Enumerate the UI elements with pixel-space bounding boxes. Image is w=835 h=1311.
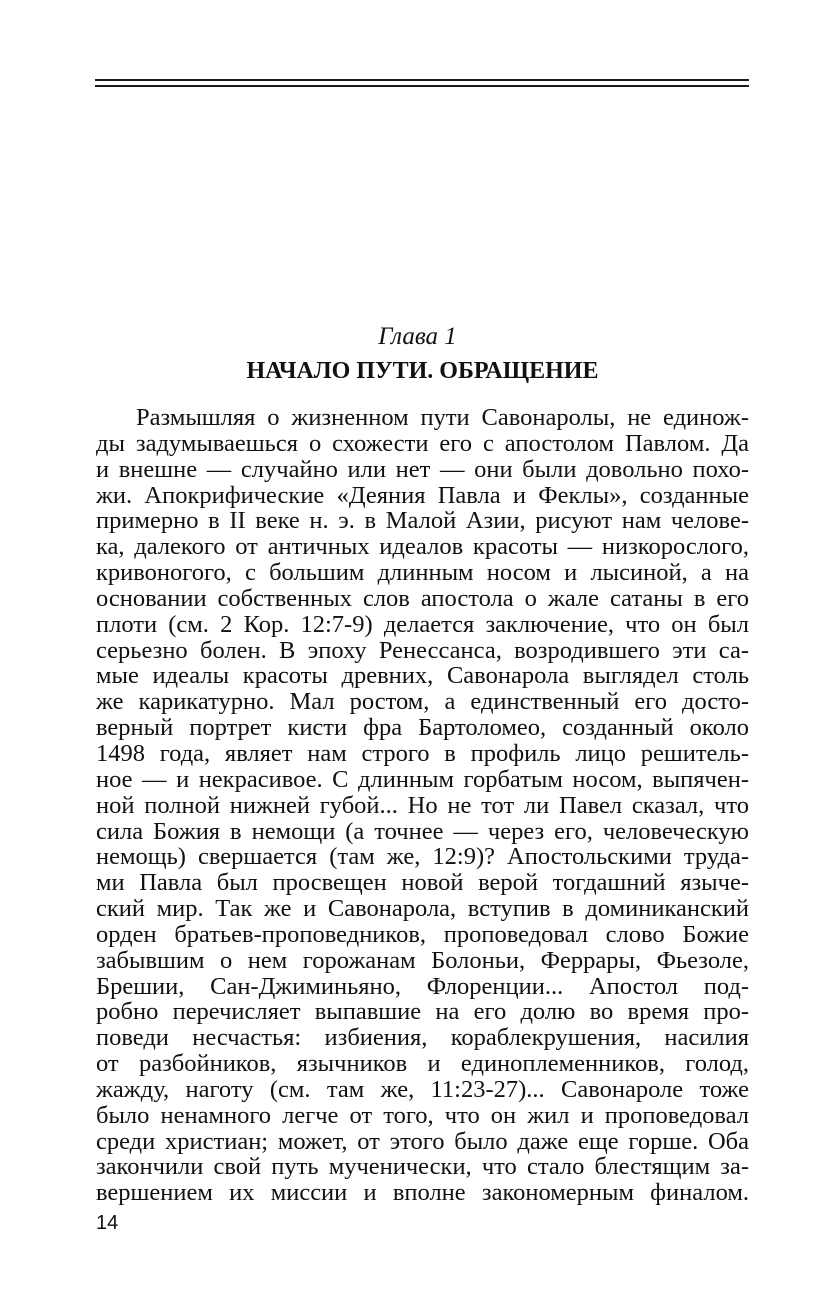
text-line: Брешии, Сан-Джиминьяно, Флоренции... Апостол под- [96,972,749,1000]
text-line: жи. Апокрифические «Деяния Павла и Феклы», созданные [96,481,749,509]
text-line: ное — и некрасивое. С длинным горбатым носом, выпячен- [96,765,749,793]
text-line: робно перечисляет выпавшие на его долю во время про- [96,998,749,1026]
text-line: примерно в II веке н. э. в Малой Азии, рисуют нам челове- [96,507,749,535]
text-line: же карикатурно. Мал ростом, а единственный его досто- [96,688,749,716]
text-line: ды задумываешься о схожести его с апостолом Павлом. Да [96,429,749,457]
text-line: сила Божия в немощи (а точнее — через его, человеческую [96,817,749,845]
text-line: ной полной нижней губой... Но не тот ли Павел сказал, что [96,791,749,819]
text-line: верный портрет кисти фра Бартоломео, созданный около [96,714,749,742]
text-line: вершением их миссии и вполне закономерным финалом. [96,1179,749,1207]
chapter-title: НАЧАЛО ПУТИ. ОБРАЩЕНИЕ [246,358,599,384]
text-line: серьезно болен. В эпоху Ренессанса, возродившего эти са- [96,636,749,664]
text-line: было ненамного легче от того, что он жил и проповедовал [96,1101,749,1129]
text-line: основании собственных слов апостола о жале сатаны в его [96,584,749,612]
text-line: и внешне — случайно или нет — они были довольно похо- [96,455,749,483]
page-number: 14 [96,1212,119,1234]
text-line: поведи несчастья: избиения, кораблекрушения, насилия [96,1024,749,1052]
chapter-label: Глава 1 [378,323,457,350]
text-line: жажду, наготу (см. там же, 11:23-27)... Савонароле тоже [96,1075,749,1103]
text-line: немощь) свершается (там же, 12:9)? Апостольскими труда- [96,843,749,871]
text-line: забывшим о нем горожанам Болоньи, Феррары, Фьезоле, [96,946,749,974]
text-line: кривоногого, с большим длинным носом и лысиной, а на [96,559,749,587]
text-line: ка, далекого от античных идеалов красоты — низкорослого, [96,533,749,561]
text-line: орден братьев-проповедников, проповедовал слово Божие [96,920,749,948]
text-line: ский мир. Так же и Савонарола, вступив в доминиканский [96,895,749,923]
body-paragraph [96,405,749,1206]
header-rule-top [95,79,749,81]
text-line: закончили свой путь мученически, что стало блестящим за- [96,1153,749,1181]
text-line: 1498 года, являет нам строго в профиль лицо решитель- [96,739,749,767]
text-line: Размышляя о жизненном пути Савонаролы, не единож- [136,404,749,431]
text-line: плоти (см. 2 Кор. 12:7-9) делается заключение, что он был [96,610,749,638]
text-line: от разбойников, язычников и единоплеменников, голод, [96,1050,749,1078]
text-line: ми Павла был просвещен новой верой тогдашний языче- [96,869,749,897]
text-line: среди христиан; может, от этого было даже еще горше. Оба [96,1127,749,1155]
text-line: мые идеалы красоты древних, Савонарола выглядел столь [96,662,749,690]
header-rule-bottom [95,85,749,87]
